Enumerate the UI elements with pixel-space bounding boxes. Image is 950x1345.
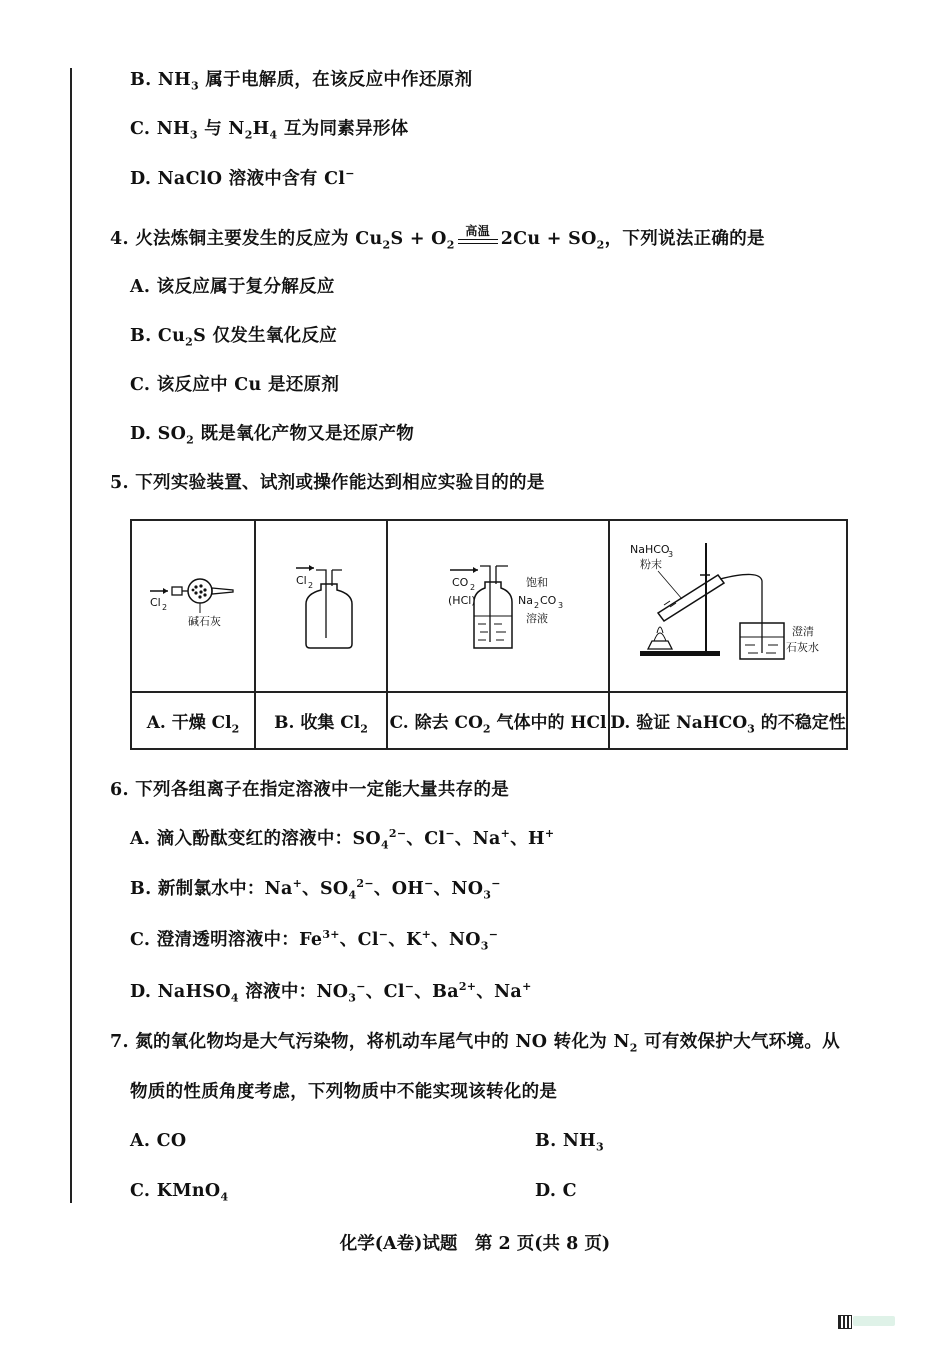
q3-option-d: D. NaClO 溶液中含有 Cl− xyxy=(130,167,355,189)
q4-option-b: B. $Cu_2S$ 仅发生氧化反应 xyxy=(130,326,338,349)
experiment-table xyxy=(130,519,848,750)
binding-margin-line xyxy=(70,68,72,1203)
q3-option-b: B. $NH_3$ 属于电解质，在该反应中作还原剂 xyxy=(130,70,473,93)
caption-c: C. 除去 $CO_2$ 气体中的 HCl xyxy=(387,692,609,749)
qr-code-icon xyxy=(838,1315,852,1329)
caption-b: B. 收集 $Cl_2$ xyxy=(255,692,387,749)
svg-text:碱石灰: 碱石灰 xyxy=(188,615,221,628)
q4-option-d: D. $SO_2$ 既是氧化产物又是还原产物 xyxy=(130,424,415,447)
caption-d: D. 验证 NaHCO$_3$ 的不稳定性 xyxy=(609,692,847,749)
svg-text:澄清: 澄清 xyxy=(792,625,814,638)
svg-text:石灰水: 石灰水 xyxy=(786,641,819,654)
caption-a: A. 干燥 $Cl_2$ xyxy=(131,692,255,749)
wash-bottle-figure xyxy=(398,556,598,656)
figure-c-cell xyxy=(387,520,609,692)
reaction-condition-equals: 高温 xyxy=(458,231,498,249)
q6-option-a: A. 滴入酚酞变红的溶液中：$SO_4^{2-}$、Cl−、Na+、H+ xyxy=(130,827,555,852)
svg-text:Cl: Cl xyxy=(150,596,161,609)
svg-text:3: 3 xyxy=(558,601,564,610)
svg-text:3: 3 xyxy=(668,550,674,559)
svg-text:2: 2 xyxy=(162,603,168,612)
page-footer: 化学(A卷)试题 第 2 页(共 8 页) xyxy=(339,1234,611,1254)
figure-a-cell xyxy=(131,520,255,692)
drying-tube-figure xyxy=(138,561,248,651)
q6-stem: 6. 下列各组离子在指定溶液中一定能大量共存的是 xyxy=(110,780,510,800)
q4-stem: 4. 火法炼铜主要发生的反应为 $Cu_2S + O_2$ 高温 $2Cu + SO_2$，下列说法正确的是 xyxy=(110,223,765,252)
q6-option-d: D. NaHSO$_4$ 溶液中：$NO_3^-$、Cl−、$Ba^{2+}$、Na+ xyxy=(130,980,532,1005)
svg-text:2: 2 xyxy=(534,601,540,610)
svg-text:溶液: 溶液 xyxy=(526,612,548,625)
q4-option-c: C. 该反应中 Cu 是还原剂 xyxy=(130,375,340,395)
svg-text:饱和: 饱和 xyxy=(526,576,548,589)
q7-option-d: D. C xyxy=(535,1181,577,1201)
svg-text:2: 2 xyxy=(470,583,476,592)
q5-stem: 5. 下列实验装置、试剂或操作能达到相应实验目的的是 xyxy=(110,473,545,493)
svg-text:Na: Na xyxy=(518,594,533,607)
svg-text:CO: CO xyxy=(452,576,469,589)
q7-option-c: C. KMnO$_4$ xyxy=(130,1181,229,1204)
figure-d-cell xyxy=(609,520,847,692)
q4-option-a: A. 该反应属于复分解反应 xyxy=(130,277,335,297)
q7-option-b: B. $NH_3$ xyxy=(535,1131,604,1154)
q7-option-a: A. CO xyxy=(130,1131,187,1151)
q6-option-b: B. 新制氯水中：Na+、$SO_4^{2-}$、OH−、$NO_3^-$ xyxy=(130,877,501,902)
q6-option-c: C. 澄清透明溶液中：$Fe^{3+}$、Cl−、K+、$NO_3^-$ xyxy=(130,928,499,953)
q7-stem-line2: 物质的性质角度考虑，下列物质中不能实现该转化的是 xyxy=(130,1082,558,1102)
scanner-watermark-badge xyxy=(853,1316,895,1326)
q3-option-c: C. $NH_3$ 与 $N_2H_4$ 互为同素异形体 xyxy=(130,119,409,142)
svg-text:Cl: Cl xyxy=(296,574,307,587)
q7-stem-line1: 7. 氮的氧化物均是大气污染物，将机动车尾气中的 NO 转化为 $N_2$ 可有效保护大气环境。从 xyxy=(110,1032,840,1055)
svg-text:CO: CO xyxy=(540,594,557,607)
svg-text:NaHCO: NaHCO xyxy=(630,543,670,556)
svg-text:(HCl): (HCl) xyxy=(448,594,476,607)
gas-bottle-figure xyxy=(266,556,376,656)
svg-text:2: 2 xyxy=(308,581,314,590)
figure-b-cell xyxy=(255,520,387,692)
heating-apparatus-figure xyxy=(610,541,846,671)
svg-text:粉末: 粉末 xyxy=(640,558,662,571)
